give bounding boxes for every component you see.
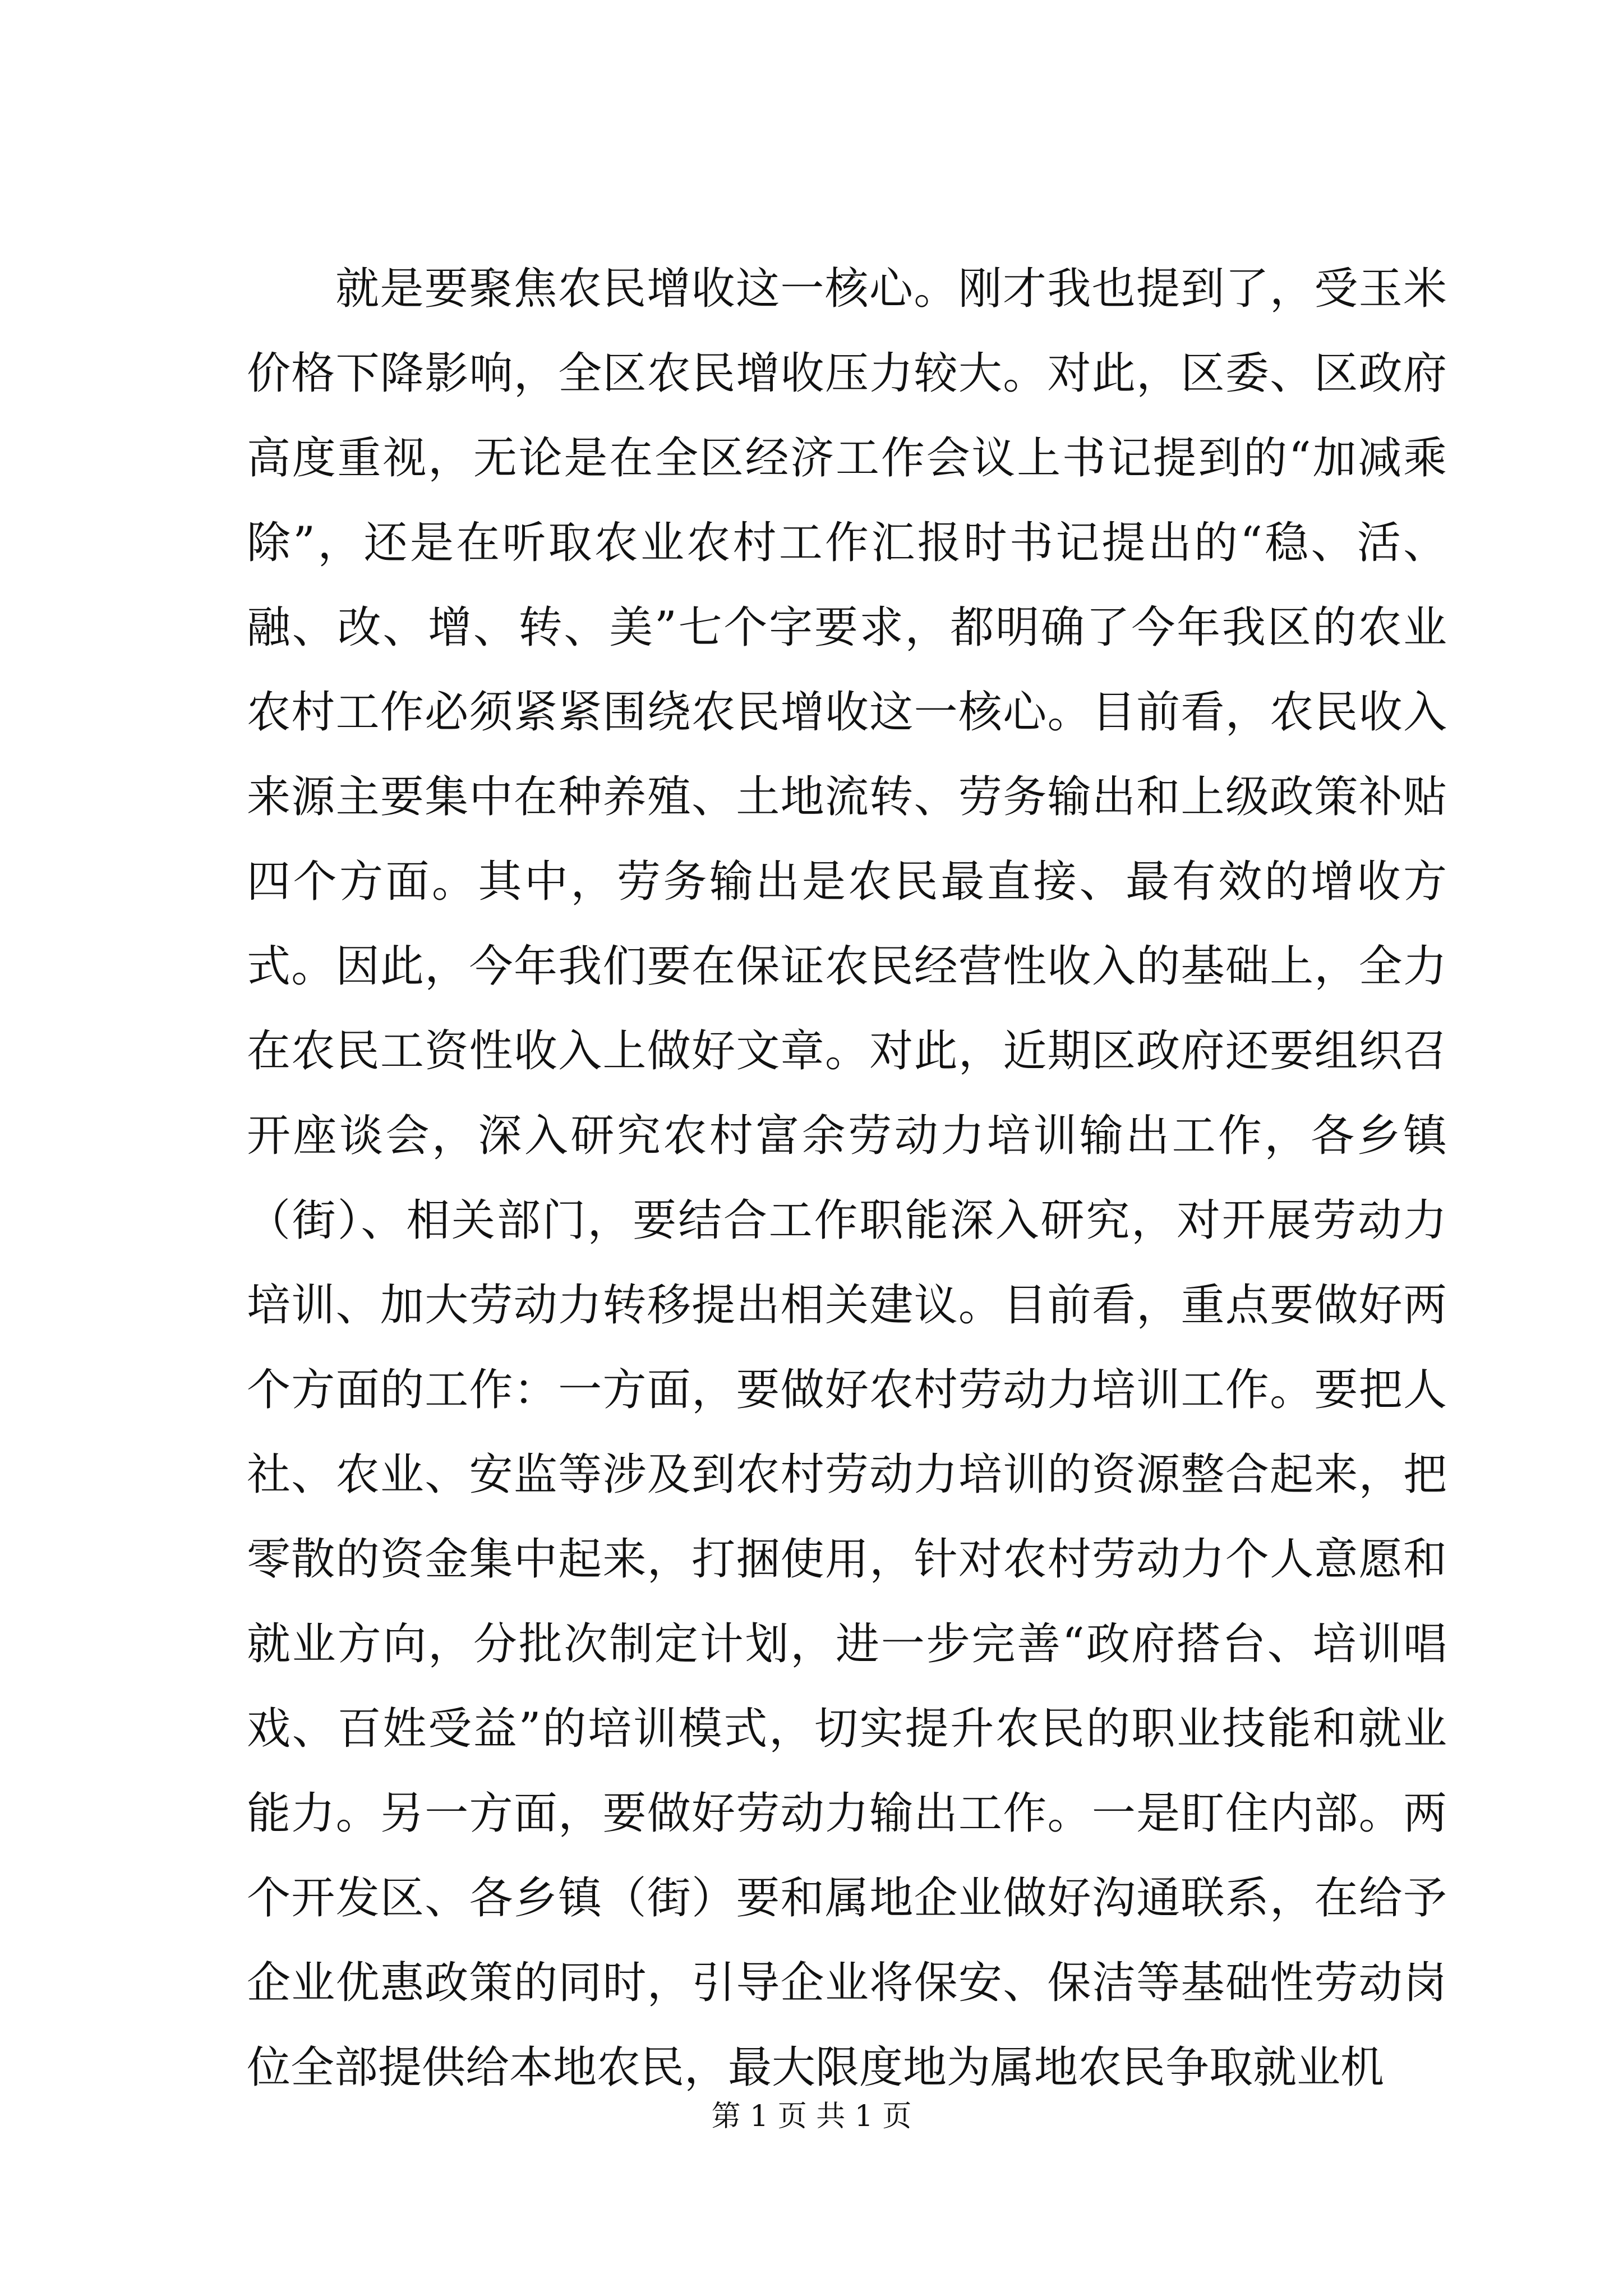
body-paragraph: 就是要聚焦农民增收这一核心。刚才我也提到了，受玉米价格下降影响，全区农民增收压力较大。对此，区委、区政府高度重视，无论是在全区经济工作会议上书记提到的“加减乘除”，还是在听取农业农村工作汇报时书记提出的“稳、活、融、改、增、转、美”七个字要求，都明确了今年我区的农业农村工作必须紧紧围绕农民增收这一核心。目前看，农民收入来源主要集中在种养殖、土地流转、劳务输出和上级政策补贴四个方面。其中，劳务输出是农民最直接、最有效的增收方式。因此，今年我们要在保证农民经营性收入的基础上，全力在农民工资性收入上做好文章。对此，近期区政府还要组织召开座谈会，深入研究农村富余劳动力培训输出工作，各乡镇（街）、相关部门，要结合工作职能深入研究，对开展劳动力培训、加大劳动力转移提出相关建议。目前看，重点要做好两个方面的工作：一方面，要做好农村劳动力培训工作。要把人社、农业、安监等涉及到农村劳动力培训的资源整合起来，把零散的资金集中起来，打捆使用，针对农村劳动力个人意愿和就业方向，分批次制定计划，进一步完善“政府搭台、培训唱戏、百姓受益”的培训模式，切实提升农民的职业技能和就业能力。另一方面，要做好劳动力输出工作。一是盯住内部。两个开发区、各乡镇（街）要和属地企业做好沟通联系，在给予企业优惠政策的同时，引导企业将保安、保洁等基础性劳动岗位全部提供给本地农民，最大限度地为属地农民争取就业机 [247,264,1447,2093]
page-footer: 第 1 页 共 1 页 [711,2100,912,2133]
